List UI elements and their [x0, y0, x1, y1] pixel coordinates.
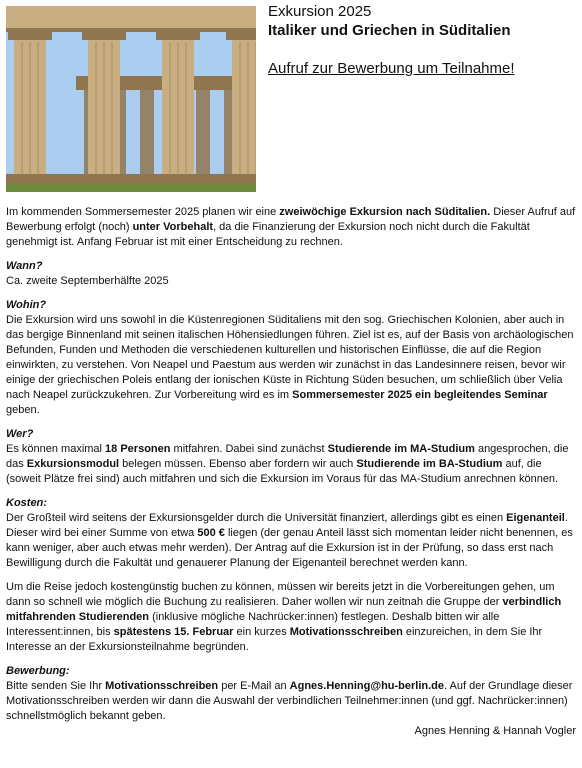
- document-body: [6, 205, 578, 739]
- reise-bold-1: verbindlich mitfahrenden Studierenden: [6, 596, 562, 623]
- grass: [6, 184, 256, 192]
- wer-bold-2: Studierende im MA-Studium: [327, 443, 475, 455]
- intro-text-1: Im kommenden Sommersemester 2025 planen wir eine: [6, 206, 280, 218]
- header-title: Italiker und Griechen in Süditalien: [268, 22, 511, 39]
- section-bewerbung: [6, 664, 578, 724]
- section-kosten: [6, 496, 578, 571]
- signature: Agnes Henning & Hannah Vogler: [414, 725, 576, 737]
- stylobate: [6, 174, 256, 184]
- rear-column: [196, 88, 210, 178]
- kosten-heading: Kosten:: [6, 497, 47, 509]
- entablature-shadow: [6, 28, 256, 32]
- intro-text-3: , da die Finanzierung der Exkursion noch nicht durch die Fakultät genehmigt ist. Anfang Februar ist mit einer Entscheidung zu rechnen.: [6, 221, 530, 248]
- kosten-text-1: Der Großteil wird seitens der Exkursionsgelder durch die Universität finanziert, allerdings gibt es einen: [6, 512, 507, 524]
- reise-text-1: Um die Reise jedoch kostengünstig buchen zu können, müssen wir bereits jetzt in die Vorbereitungen gehen, um dann so schnell wie möglich die Buchung zu realisieren. Daher wollen wir nun zeitnah die Gruppe der: [6, 581, 555, 608]
- intro-text-2: Dieser Aufruf auf Bewerbung erfolgt (noch): [6, 206, 576, 233]
- wohin-text-1: Die Exkursion wird uns sowohl in die Küstenregionen Süditaliens mit den sog. Griechischen Kolonien, aber auch in das bergige Binnenland mit seinen italischen Höhensiedlungen führen. Ziel ist es, auf der Basis von archäologischen Befunden, Funden und Methoden die verschiedenen kulturellen und historischen Einflüsse, die auf die Region einwirkten, zu verstehen. Von Neapel und Paestum aus werden wir zunächst in das Landesinnere reisen, bevor wir einige der griechischen Poleis entlang der ionischen Küste in Richtung Süden besuchen, um schließlich über Velia nach Neapel zurückzukehren. Zur Vorbereitung wird es im: [6, 314, 574, 401]
- temple-photo: [6, 6, 256, 192]
- wer-paragraph: [6, 442, 578, 487]
- wohin-bold-1: Sommersemester 2025 ein begleitendes Seminar: [292, 389, 548, 401]
- wer-bold-3: Exkursionsmodul: [26, 458, 120, 470]
- front-entablature: [6, 6, 256, 28]
- section-wohin: [6, 298, 578, 418]
- bewerbung-heading: Bewerbung:: [6, 665, 70, 677]
- bewerbung-paragraph: [6, 679, 578, 724]
- wer-bold-1: 18 Personen: [105, 443, 171, 455]
- intro-bold-2: unter Vorbehalt: [132, 221, 214, 233]
- bewerbung-text-1: Bitte senden Sie Ihr: [6, 680, 106, 692]
- column-capital: [82, 32, 126, 40]
- reise-bold-3: Motivationsschreiben: [289, 626, 403, 638]
- bewerbung-text-3: . Auf der Grundlage dieser Motivationsschreiben werden wir dann die Auswahl der verbindlichen Teilnehmer:innen (und ggf. Nachrücker:innen) schnellstmöglich bekannt geben.: [6, 680, 573, 722]
- column-capital: [8, 32, 52, 40]
- wer-text-3: angesprochen, die das: [6, 443, 569, 470]
- rear-column: [140, 88, 154, 178]
- section-wer: [6, 427, 578, 487]
- wer-text-2: mitfahren. Dabei sind zunächst: [170, 443, 328, 455]
- wer-text-1: Es können maximal: [6, 443, 106, 455]
- reise-text-2: (inklusive mögliche Nachrücker:innen) festlegen. Deshalb bitten wir alle Interessent:innen, bis: [6, 611, 500, 638]
- reise-paragraph: [6, 580, 578, 655]
- front-column: [232, 40, 256, 180]
- bewerbung-text-2: per E-Mail an: [218, 680, 290, 692]
- section-reise: [6, 580, 578, 655]
- intro-paragraph: [6, 205, 578, 250]
- wohin-heading: Wohin?: [6, 299, 47, 311]
- kosten-text-2: . Dieser wird bei einer Summe von etwa: [6, 512, 568, 539]
- reise-text-3: ein kurzes: [233, 626, 290, 638]
- bewerbung-bold-1: Motivationsschreiben: [105, 680, 219, 692]
- greek-temple-illustration: [6, 6, 256, 192]
- kosten-bold-1: Eigenanteil: [506, 512, 565, 524]
- wer-heading: Wer?: [6, 428, 34, 440]
- wer-text-5: auf, die (soweit Plätze frei sind) auch mitfahren und sich die Exkursion im Voraus für das MA-Studium anrechnen können.: [6, 458, 559, 485]
- column-capital: [226, 32, 256, 40]
- wer-text-4: belegen müssen. Ebenso aber fordern wir auch: [119, 458, 357, 470]
- section-wann: [6, 259, 578, 289]
- wann-text: Ca. zweite Septemberhälfte 2025: [6, 275, 169, 287]
- bewerbung-email: Agnes.Henning@hu-berlin.de: [289, 680, 445, 692]
- header-year: Exkursion 2025: [268, 3, 372, 20]
- reise-bold-2: spätestens 15. Februar: [113, 626, 234, 638]
- reise-text-4: einzureichen, in dem Sie Ihr Interesse an der Exkursionsteilnahme begründen.: [6, 626, 543, 653]
- wann-heading: Wann?: [6, 260, 43, 272]
- wohin-text-2: geben.: [6, 404, 40, 416]
- header: [268, 3, 578, 79]
- column-capital: [156, 32, 200, 40]
- wohin-paragraph: [6, 313, 578, 418]
- intro-bold-1: zweiwöchige Exkursion nach Süditalien.: [279, 206, 491, 218]
- header-call: Aufruf zur Bewerbung um Teilnahme!: [268, 60, 515, 77]
- wer-bold-4: Studierende im BA-Studium: [356, 458, 503, 470]
- kosten-paragraph: [6, 511, 578, 571]
- kosten-bold-2: 500 €: [197, 527, 225, 539]
- kosten-text-3: liegen (der genau Anteil lässt sich momentan leider nicht benennen, es kann weniger, aber auch etwas mehr werden). Der Antrag auf die Exkursion ist in der Prüfung, so dass erst nach Bewilligung durch die Fakultät und genauerer Planung der Eigenanteil berechnet werden kann.: [6, 527, 573, 569]
